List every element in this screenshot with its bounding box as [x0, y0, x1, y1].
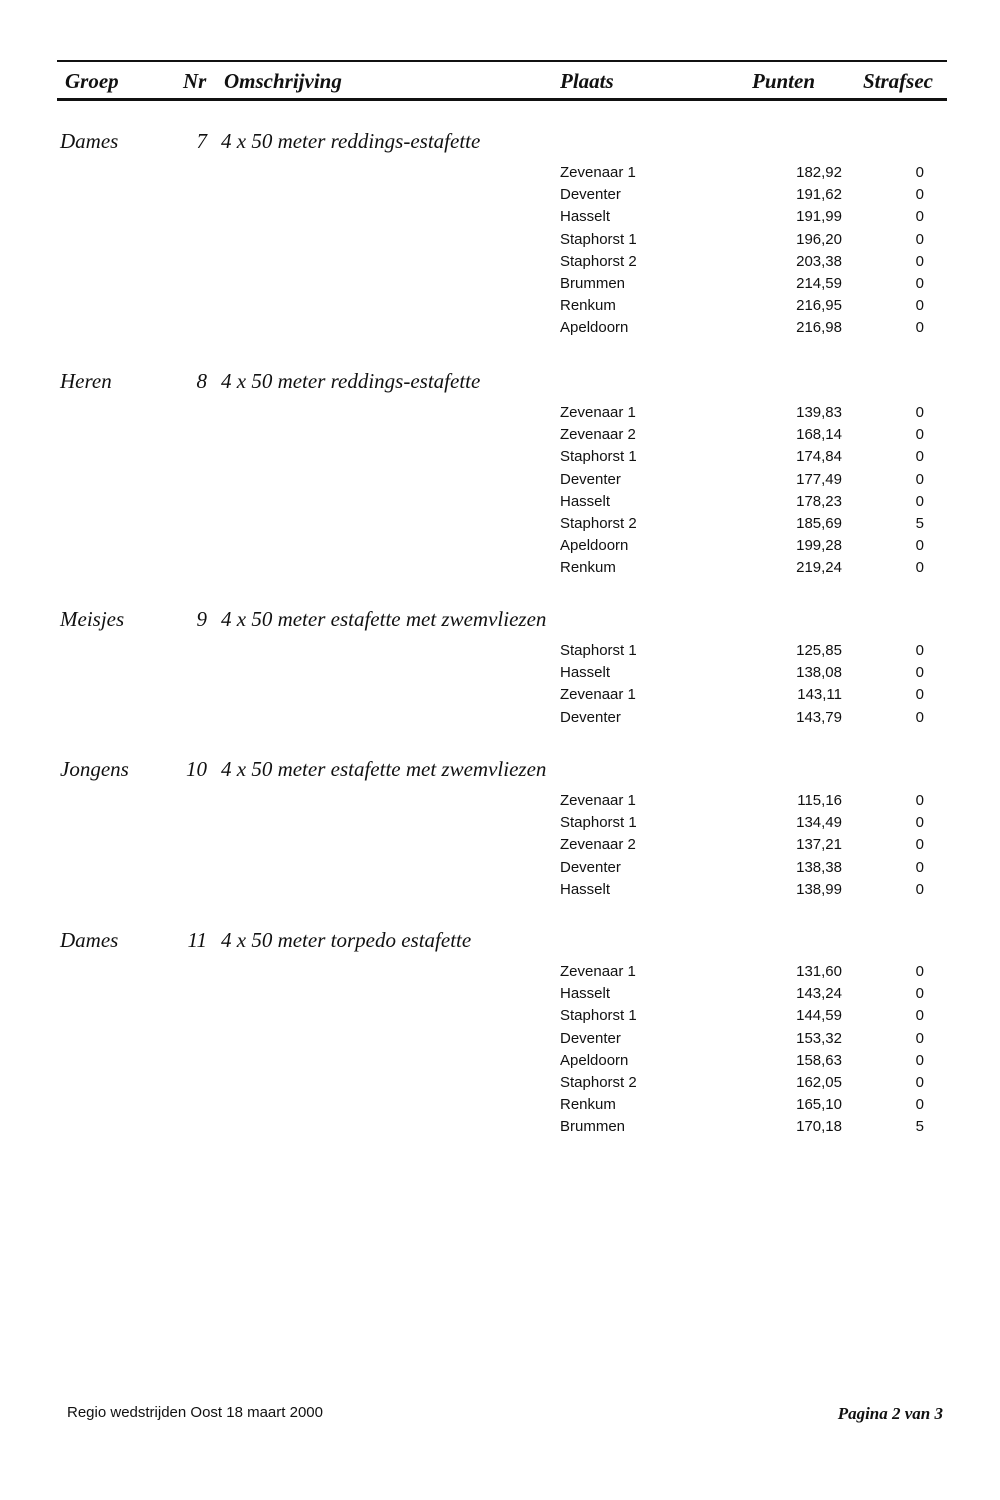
result-strafsec: 0	[915, 1051, 924, 1069]
result-punten: 191,62	[796, 186, 842, 204]
header-top-rule	[57, 60, 947, 62]
result-strafsec: 0	[915, 792, 924, 809]
result-row	[0, 446, 1000, 468]
result-strafsec: 0	[915, 664, 924, 682]
result-plaats: Staphorst 1	[560, 1007, 637, 1025]
result-rows	[0, 162, 1000, 340]
result-row	[0, 1094, 1000, 1116]
result-plaats: Renkum	[560, 297, 616, 315]
event-section	[0, 756, 1000, 901]
result-punten: 203,38	[796, 252, 842, 270]
result-punten: 158,63	[796, 1051, 842, 1069]
result-punten: 144,59	[796, 1007, 842, 1025]
result-row	[0, 1072, 1000, 1094]
result-row	[0, 961, 1000, 983]
result-punten: 143,24	[796, 985, 842, 1003]
result-plaats: Deventer	[560, 186, 621, 204]
result-strafsec: 0	[915, 963, 924, 980]
result-row	[0, 879, 1000, 901]
header-plaats: Plaats	[560, 69, 614, 93]
result-row	[0, 469, 1000, 491]
result-plaats: Staphorst 2	[560, 514, 637, 532]
event-groep: Dames	[60, 928, 119, 952]
result-strafsec: 0	[915, 164, 924, 181]
result-punten: 131,60	[796, 963, 842, 980]
result-punten: 134,49	[796, 814, 842, 832]
result-strafsec: 0	[915, 1007, 924, 1025]
event-omschrijving: 4 x 50 meter reddings-estafette	[221, 129, 481, 153]
result-plaats: Staphorst 2	[560, 1073, 637, 1091]
result-row	[0, 557, 1000, 579]
header-punten: Punten	[752, 69, 816, 93]
event-nr: 10	[186, 757, 207, 781]
result-plaats: Hasselt	[560, 208, 611, 226]
result-rows	[0, 790, 1000, 901]
result-strafsec: 0	[915, 559, 924, 577]
result-strafsec: 5	[915, 514, 924, 532]
event-heading	[0, 756, 1000, 786]
result-row	[0, 1005, 1000, 1027]
result-strafsec: 0	[915, 274, 924, 292]
event-nr: 11	[187, 928, 207, 952]
event-heading	[0, 606, 1000, 636]
result-row	[0, 1050, 1000, 1072]
result-punten: 115,16	[797, 792, 842, 809]
result-plaats: Zevenaar 1	[560, 792, 636, 809]
result-row	[0, 857, 1000, 879]
result-row	[0, 790, 1000, 812]
header-nr: Nr	[183, 69, 207, 93]
result-plaats: Zevenaar 2	[560, 426, 636, 444]
result-strafsec: 0	[915, 448, 924, 466]
result-strafsec: 0	[915, 537, 924, 555]
result-plaats: Brummen	[560, 274, 626, 292]
result-punten: 214,59	[796, 274, 842, 292]
result-strafsec: 0	[915, 208, 924, 226]
result-punten: 219,24	[796, 559, 842, 577]
result-plaats: Staphorst 1	[560, 448, 637, 466]
result-row	[0, 295, 1000, 317]
result-plaats: Deventer	[560, 1029, 621, 1047]
result-punten: 216,98	[796, 319, 842, 337]
result-strafsec: 0	[915, 426, 924, 444]
result-punten: 143,11	[797, 686, 842, 704]
result-row	[0, 251, 1000, 273]
result-plaats: Zevenaar 1	[560, 963, 636, 980]
event-heading	[0, 927, 1000, 957]
result-plaats: Hasselt	[560, 985, 611, 1003]
event-groep: Heren	[60, 369, 112, 393]
result-plaats: Zevenaar 1	[560, 686, 636, 704]
event-heading	[0, 128, 1000, 158]
event-nr: 7	[196, 129, 207, 153]
result-row	[0, 206, 1000, 228]
result-plaats: Zevenaar 1	[560, 404, 636, 421]
result-strafsec: 0	[915, 404, 924, 421]
result-strafsec: 0	[915, 836, 924, 854]
result-strafsec: 0	[915, 880, 924, 898]
result-punten: 178,23	[796, 492, 842, 510]
event-nr: 8	[196, 369, 207, 393]
result-plaats: Hasselt	[560, 492, 611, 510]
result-plaats: Staphorst 1	[560, 230, 637, 248]
result-row	[0, 229, 1000, 251]
result-plaats: Apeldoorn	[560, 1051, 629, 1069]
event-groep: Meisjes	[60, 607, 125, 631]
event-omschrijving: 4 x 50 meter estafette met zwemvliezen	[221, 757, 547, 781]
result-row	[0, 812, 1000, 834]
result-strafsec: 5	[915, 1118, 924, 1136]
result-punten: 143,79	[796, 708, 842, 726]
header-omschrijving: Omschrijving	[224, 69, 342, 93]
result-plaats: Apeldoorn	[560, 319, 629, 337]
result-punten: 168,14	[796, 426, 842, 444]
result-row	[0, 424, 1000, 446]
header-groep: Groep	[65, 69, 119, 93]
event-omschrijving: 4 x 50 meter torpedo estafette	[221, 928, 472, 952]
result-strafsec: 0	[915, 1073, 924, 1091]
result-punten: 139,83	[796, 404, 842, 421]
result-row	[0, 273, 1000, 295]
result-strafsec: 0	[915, 858, 924, 876]
event-omschrijving: 4 x 50 meter reddings-estafette	[221, 369, 481, 393]
result-strafsec: 0	[915, 686, 924, 704]
result-punten: 153,32	[796, 1029, 842, 1047]
event-groep: Dames	[60, 129, 119, 153]
result-punten: 138,38	[796, 858, 842, 876]
event-omschrijving: 4 x 50 meter estafette met zwemvliezen	[221, 607, 547, 631]
result-strafsec: 0	[915, 470, 924, 488]
event-section	[0, 606, 1000, 729]
result-row	[0, 317, 1000, 339]
result-row	[0, 491, 1000, 513]
result-punten: 199,28	[796, 537, 842, 555]
result-row	[0, 662, 1000, 684]
result-punten: 137,21	[796, 836, 842, 854]
result-plaats: Staphorst 1	[560, 814, 637, 832]
event-groep: Jongens	[60, 757, 129, 781]
result-strafsec: 0	[915, 814, 924, 832]
result-plaats: Renkum	[560, 1096, 616, 1114]
result-rows	[0, 402, 1000, 580]
result-rows	[0, 961, 1000, 1139]
result-strafsec: 0	[915, 1029, 924, 1047]
event-section	[0, 368, 1000, 580]
result-punten: 177,49	[796, 470, 842, 488]
result-punten: 165,10	[796, 1096, 842, 1114]
result-row	[0, 402, 1000, 424]
result-row	[0, 834, 1000, 856]
result-row	[0, 1028, 1000, 1050]
result-punten: 185,69	[796, 514, 842, 532]
result-row	[0, 983, 1000, 1005]
result-row	[0, 707, 1000, 729]
result-plaats: Apeldoorn	[560, 537, 629, 555]
event-section	[0, 128, 1000, 340]
result-punten: 174,84	[796, 448, 842, 466]
result-strafsec: 0	[915, 319, 924, 337]
header-bottom-rule	[57, 98, 947, 101]
result-plaats: Staphorst 1	[560, 642, 637, 659]
result-row	[0, 640, 1000, 662]
result-punten: 170,18	[796, 1118, 842, 1136]
event-nr: 9	[196, 607, 207, 631]
result-plaats: Deventer	[560, 470, 621, 488]
result-strafsec: 0	[915, 492, 924, 510]
result-row	[0, 535, 1000, 557]
result-row	[0, 162, 1000, 184]
event-section	[0, 927, 1000, 1139]
result-strafsec: 0	[915, 642, 924, 659]
result-punten: 125,85	[796, 642, 842, 659]
result-plaats: Zevenaar 1	[560, 164, 636, 181]
result-punten: 196,20	[796, 230, 842, 248]
result-punten: 138,99	[796, 880, 842, 898]
footer-event: Regio wedstrijden Oost 18 maart 2000	[67, 1404, 323, 1421]
result-row	[0, 513, 1000, 535]
result-plaats: Deventer	[560, 858, 621, 876]
result-strafsec: 0	[915, 186, 924, 204]
result-punten: 182,92	[796, 164, 842, 181]
result-rows	[0, 640, 1000, 729]
result-punten: 138,08	[796, 664, 842, 682]
result-plaats: Renkum	[560, 559, 616, 577]
result-row	[0, 1116, 1000, 1138]
result-plaats: Brummen	[560, 1118, 626, 1136]
result-row	[0, 684, 1000, 706]
result-plaats: Deventer	[560, 708, 621, 726]
result-strafsec: 0	[915, 252, 924, 270]
event-heading	[0, 368, 1000, 398]
result-plaats: Staphorst 2	[560, 252, 637, 270]
result-strafsec: 0	[915, 1096, 924, 1114]
result-plaats: Zevenaar 2	[560, 836, 636, 854]
result-strafsec: 0	[915, 985, 924, 1003]
result-strafsec: 0	[915, 230, 924, 248]
result-plaats: Hasselt	[560, 664, 611, 682]
result-punten: 216,95	[796, 297, 842, 315]
footer-page-number: Pagina 2 van 3	[837, 1404, 943, 1423]
result-punten: 162,05	[796, 1073, 842, 1091]
header-strafsec: Strafsec	[863, 69, 933, 93]
result-plaats: Hasselt	[560, 880, 611, 898]
result-punten: 191,99	[796, 208, 842, 226]
result-strafsec: 0	[915, 297, 924, 315]
result-row	[0, 184, 1000, 206]
result-strafsec: 0	[915, 708, 924, 726]
